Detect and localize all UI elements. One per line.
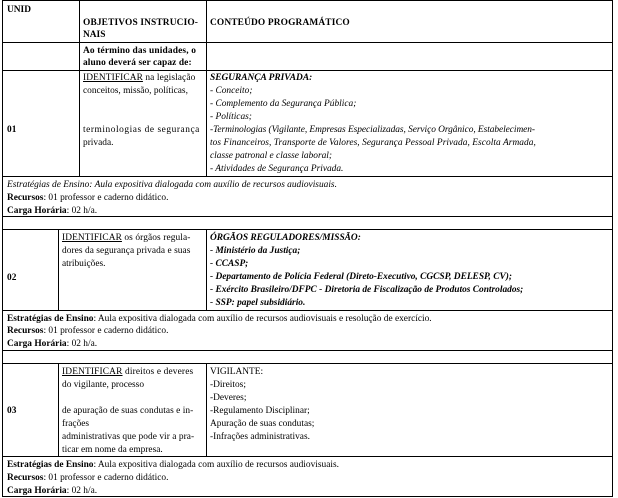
content-line: Apuração de suas condutas;: [210, 419, 315, 429]
workload-line: Carga Horária: 02 h/a.: [7, 486, 98, 496]
rule: [2, 0, 3, 497]
rule: [2, 363, 613, 364]
content-title: ÓRGÃOS REGULADORES/MISSÃO:: [210, 233, 361, 243]
resources-line: Recursos: 01 professor e caderno didático.: [7, 326, 169, 336]
objective-line: frações: [62, 419, 90, 429]
content-title: SEGURANÇA PRIVADA:: [210, 73, 313, 83]
conteudo-header: CONTEÚDO PROGRAMÁTICO: [210, 18, 350, 28]
content-line: classe patronal e classe laboral;: [210, 151, 333, 161]
objective-line: IDENTIFICAR direitos e deveres: [62, 367, 194, 377]
content-line: - Ministério da Justiça;: [210, 246, 301, 256]
unit-number: 02: [7, 273, 17, 283]
strategy-line: Estratégias de Ensino: Aula expositiva dialogada com auxílio de recursos audiovisuais.: [7, 180, 337, 190]
content-line: -Deveres;: [210, 393, 247, 403]
objective-line: de apuração de suas condutas e in-: [62, 406, 194, 416]
strategy-line: Estratégias de Ensino: Aula expositiva dialogada com auxílio de recursos audiovisuais e resolução de exercício.: [7, 314, 432, 324]
workload-line: Carga Horária: 02 h/a.: [7, 206, 98, 216]
content-line: - Políticas;: [210, 112, 252, 122]
rule: [58, 229, 59, 310]
content-line: - Exército Brasileiro/DFPC - Diretoria de Fiscalização de Produtos Controlados;: [210, 285, 524, 295]
content-line: - Complemento da Segurança Pública;: [210, 99, 357, 109]
content-line: - CCASP;: [210, 259, 249, 269]
objective-line: terminologias de segurança: [83, 125, 200, 135]
content-line: - SSP: papel subsidiário.: [210, 298, 306, 308]
rule: [206, 363, 207, 456]
curriculum-table: [2, 0, 613, 497]
ao-termino-line1: Ao término das unidades, o: [83, 46, 197, 56]
rule: [612, 0, 613, 497]
objective-line: atribuições.: [62, 259, 106, 269]
content-line: - Departamento de Polícia Federal (Direto-Executivo, CGCSP, DELESP, CV);: [210, 272, 512, 282]
strategy-line: Estratégias de Ensino: Aula expositiva dialogada com auxílio de recursos audiovisuais.: [7, 460, 339, 470]
workload-line: Carga Horária: 02 h/a.: [7, 339, 98, 349]
rule: [2, 42, 613, 43]
objective-line: dores da segurança privada e suas: [62, 246, 191, 256]
objective-line: IDENTIFICAR os órgãos regula-: [62, 233, 191, 243]
content-line: -Regulamento Disciplinar;: [210, 406, 310, 416]
rule: [2, 229, 613, 230]
objective-line: IDENTIFICAR na legislação: [83, 73, 196, 83]
content-line: - Conceito;: [210, 86, 253, 96]
objective-line: do vigilante, processo: [62, 380, 145, 390]
rule: [2, 70, 613, 71]
rule: [79, 0, 80, 176]
rule: [2, 176, 613, 177]
unit-number: 03: [7, 406, 17, 416]
rule: [58, 363, 59, 456]
rule: [2, 310, 613, 311]
content-line: -Infrações administrativas.: [210, 432, 310, 442]
unit-number: 01: [7, 125, 17, 135]
objective-line: ticar em nome da empresa.: [62, 445, 163, 455]
content-title: VIGILANTE:: [210, 367, 264, 377]
objective-line: administrativas que pode vir a pra-: [62, 432, 195, 442]
objetivos-header: OBJETIVOS INSTRUCIO-: [83, 18, 199, 28]
content-line: tos Financeiros, Transporte de Valores, Segurança Pessoal Privada, Escolta Armada,: [210, 138, 536, 148]
objective-line: conceitos, missão, políticas,: [83, 86, 188, 96]
content-line: - Atividades de Segurança Privada.: [210, 164, 344, 174]
unid-header: UNID: [7, 5, 31, 15]
objetivos-header-line2: NAIS: [83, 30, 106, 40]
objective-line: privada.: [83, 138, 114, 148]
resources-line: Recursos: 01 professor e caderno didático.: [7, 473, 169, 483]
rule: [206, 229, 207, 310]
rule: [206, 0, 207, 176]
rule: [2, 0, 613, 1]
content-line: -Direitos;: [210, 380, 246, 390]
ao-termino-line2: aluno deverá ser capaz de:: [83, 58, 192, 68]
resources-line: Recursos: 01 professor e caderno didático.: [7, 193, 169, 203]
content-line: -Terminologias (Vigilante, Empresas Especializadas, Serviço Orgânico, Estabelecimen-: [210, 125, 536, 135]
